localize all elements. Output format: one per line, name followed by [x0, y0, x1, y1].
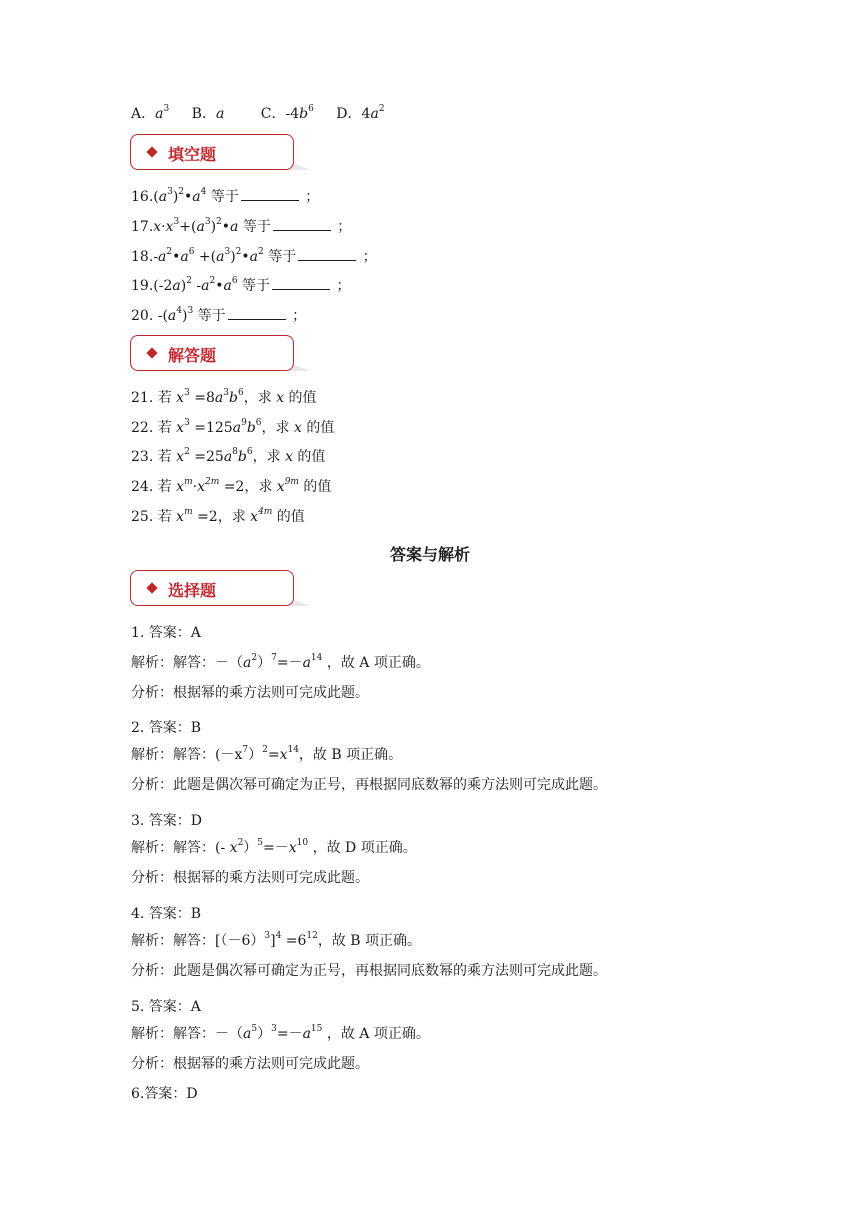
answer-3-analysis: 分析：根据幂的乘方法则可完成此题。	[131, 870, 369, 886]
answer-blank	[273, 218, 331, 231]
choice-a: A．$a^3$	[131, 104, 170, 122]
answers-heading: 答案与解析	[389, 545, 470, 564]
question-21: 21. 若 $x^3 =8a^3b^6$，求 x 的值	[131, 388, 317, 406]
choice-b: B．a	[191, 106, 225, 122]
section-title: 解答题	[168, 346, 217, 365]
answer-3-explanation: 解析：解答：(- $x^2)^5=-x^{10}$ ，故 D 项正确。	[131, 838, 417, 856]
answer-2-analysis: 分析：此题是偶次幂可确定为正号，再根据同底数幂的乘方法则可完成此题。	[131, 777, 607, 793]
answer-5-analysis: 分析：根据幂的乘方法则可完成此题。	[131, 1056, 369, 1072]
answer-blank	[272, 277, 330, 290]
choice-c: C．$-4b^6$	[260, 104, 314, 122]
answer-4-analysis: 分析：此题是偶次幂可确定为正号，再根据同底数幂的乘方法则可完成此题。	[131, 963, 607, 979]
answer-2-explanation: 解析：解答：$(-x^7)^2=x^{14}$，故 B 项正确。	[131, 745, 403, 763]
section-title: 填空题	[168, 145, 217, 164]
answer-blank	[298, 248, 356, 261]
question-20: 20. $-(a^4)^3$ 等于 ；	[131, 306, 307, 324]
question-22: 22. 若 $x^3 =125a^9b^6$，求 x 的值	[131, 418, 335, 436]
answer-1-key: 1. 答案：A	[131, 625, 201, 641]
answer-6-key: 6.答案：D	[131, 1086, 198, 1102]
answer-5-explanation: 解析：解答：$-(a^5)^3=-a^{15}$ ，故 A 项正确。	[131, 1024, 430, 1042]
answer-3-key: 3. 答案：D	[131, 813, 203, 829]
section-banner-fill	[130, 134, 298, 174]
question-19: $19.(-2a)^2$ $-a^2•a^6$ 等于 ；	[131, 276, 351, 294]
section-banner-choice	[130, 570, 298, 610]
question-24: 24. 若 $x^m\cdot x^{2m} =2$，求 $x^{9m}$ 的值	[131, 477, 332, 495]
answer-5-key: 5. 答案：A	[131, 999, 201, 1015]
section-banner-solve	[130, 335, 298, 375]
choices-row	[131, 105, 385, 123]
question-23: 23. 若 $x^2 =25a^8b^6$，求 x 的值	[131, 447, 326, 465]
question-16: $16.(a^3)^2•a^4$ 等于 ；	[131, 187, 320, 205]
answer-blank	[241, 188, 299, 201]
answer-4-key: 4. 答案：B	[131, 906, 202, 922]
answer-blank	[228, 307, 286, 320]
question-18: $18.-a^2•a^6$ $+(a^3)^2•a^2$ 等于 ；	[131, 247, 377, 265]
choice-d: D．$4a^2$	[336, 104, 385, 122]
question-25: 25. 若 $x^m =2$，求 $x^{4m}$ 的值	[131, 507, 305, 525]
answer-4-explanation: 解析：解答：$[(-6)^3]^4 =6^{12}$，故 B 项正确。	[131, 931, 422, 949]
answer-2-key: 2. 答案：B	[131, 720, 202, 736]
answer-1-analysis: 分析：根据幂的乘方法则可完成此题。	[131, 685, 369, 701]
question-17: $17.x\cdot x^3+(a^3)^2•a$ 等于 ；	[131, 217, 352, 235]
answer-1-explanation: 解析：解答：$-(a^2)^7=-a^{14}$ ，故 A 项正确。	[131, 653, 430, 671]
section-title: 选择题	[168, 581, 217, 600]
